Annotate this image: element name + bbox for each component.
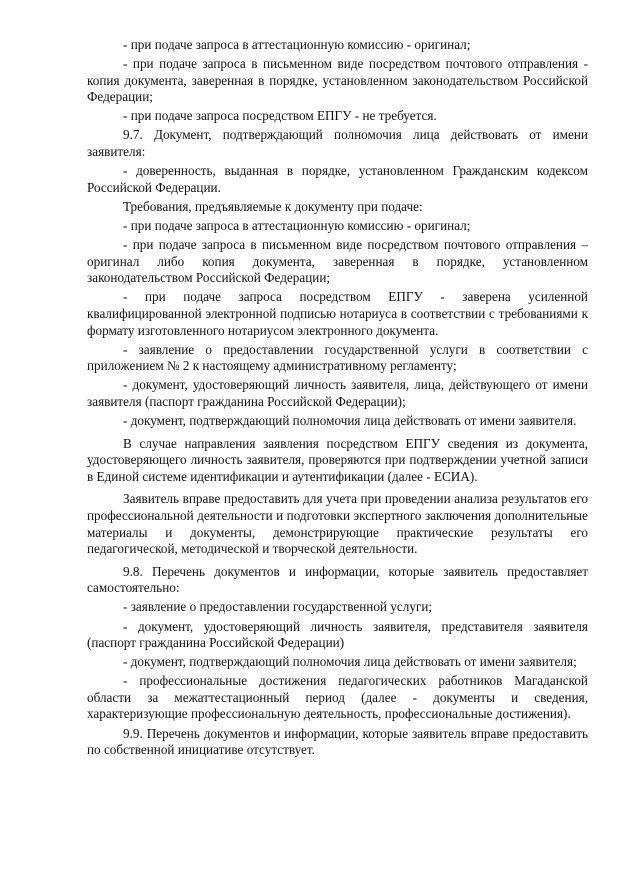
paragraph-2: - при подаче запроса в письменном виде посредством почтового отправления - копия документа, заверенная в порядке, установленном законодательством Российской Федерации; xyxy=(87,56,588,105)
paragraph-9: - при подаче запроса посредством ЕПГУ - заверена усиленной квалифицированной электронной подписью нотариуса в соответствии с требованиями к формату изготовленного нотариусом электронного документа. xyxy=(87,289,588,338)
paragraph-15: 9.8. Перечень документов и информации, которые заявитель предоставляет самостоятельно: xyxy=(87,563,588,596)
paragraph-3: - при подаче запроса посредством ЕПГУ - не требуется. xyxy=(123,108,437,124)
paragraph-14: Заявитель вправе предоставить для учета при проведении анализа результатов его профессиональной деятельности и подготовки экспертного заключения дополнительные материалы и документы, демонстрирующие практические результаты его педагогической, методической и творческой деятельности. xyxy=(87,491,588,557)
paragraph-8: - при подаче запроса в письменном виде посредством почтового отправления – оригинал либо копия документа, заверенная в порядке, установленном законодательством Российской Федерации; xyxy=(87,237,588,286)
paragraph-17: - документ, удостоверяющий личность заявителя, представителя заявителя (паспорт гражданина Российской Федерации) xyxy=(87,618,588,651)
paragraph-13: В случае направления заявления посредством ЕПГУ сведения из документа, удостоверяющего личность заявителя, проверяются при подтверждении учетной записи в Единой системе идентификации и аутентификации (далее - ЕСИА). xyxy=(87,435,588,484)
paragraph-12: - документ, подтверждающий полномочия лица действовать от имени заявителя. xyxy=(123,412,577,428)
paragraph-7: - при подаче запроса в аттестационную комиссию - оригинал; xyxy=(123,217,471,233)
document-page xyxy=(87,37,588,761)
paragraph-19: - профессиональные достижения педагогических работников Магаданской области за межаттестационный период (далее - документы и сведения, характеризующие профессиональную деятельность, профессиональные достижения). xyxy=(87,673,588,722)
paragraph-5: - доверенность, выданная в порядке, установленном Гражданским кодексом Российской Федерации. xyxy=(87,163,588,195)
paragraph-6: Требования, предъявляемые к документу при подаче: xyxy=(123,198,423,214)
paragraph-4: 9.7. Документ, подтверждающий полномочия лица действовать от имени заявителя: xyxy=(87,127,588,160)
paragraph-10: - заявление о предоставлении государственной услуги в соответствии с приложением № 2 к настоящему административному регламенту; xyxy=(87,341,588,374)
paragraph-18: - документ, подтверждающий полномочия лица действовать от имени заявителя; xyxy=(123,654,577,670)
paragraph-20: 9.9. Перечень документов и информации, которые заявитель вправе предоставить по собственной инициативе отсутствует. xyxy=(87,725,588,758)
paragraph-1: - при подаче запроса в аттестационную комиссию - оригинал; xyxy=(123,37,471,52)
paragraph-16: - заявление о предоставлении государственной услуги; xyxy=(123,599,433,615)
paragraph-11: - документ, удостоверяющий личность заявителя, лица, действующего от имени заявителя (паспорт гражданина Российской Федерации); xyxy=(87,377,588,409)
